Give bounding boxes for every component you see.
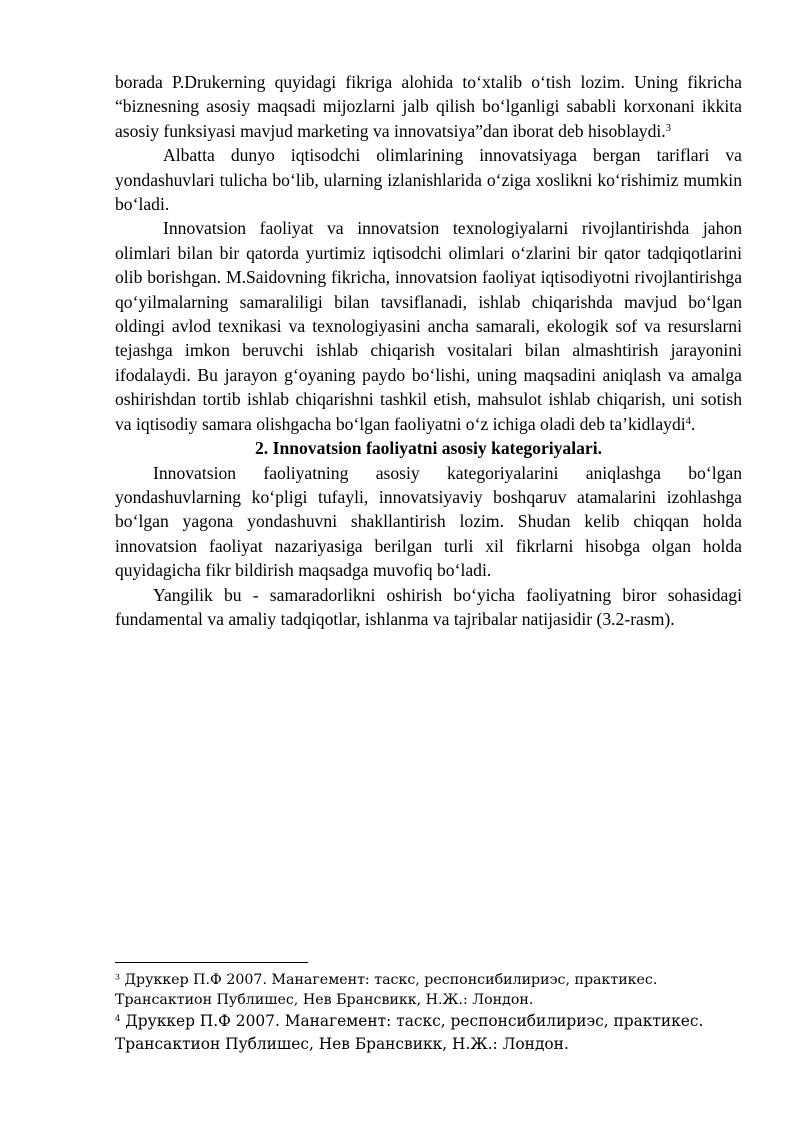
footnote-3: $^3$ Друккер П.Ф 2007. Манагемент: таскс, респонсибилириэс, практикес. Трансактион Публишес, Нев Брансвикк, Н.Ж.: Лондон. xyxy=(115,972,658,1008)
section-heading: 2. Innovatsion faoliyatni asosiy kategoriyalari. xyxy=(255,438,603,459)
footnote-ref-4[interactable]: 4 xyxy=(685,415,691,427)
paragraph-definitions: Albatta dunyo iqtisodchi olimlarining innovatsiyaga bergan tariflari va yondashuvlari tulicha boʻlib, ularning izlanishlarida oʻziga xoslikni koʻrishimiz mumkin boʻladi. xyxy=(115,145,742,215)
paragraph-categories: Innovatsion faoliyatning asosiy kategoriyalarini aniqlashga boʻlgan yondashuvlarning koʻpligi tufayli, innovatsiyaviy boshqaruv atamalarini izohlashga boʻlgan yagona yondashuvni shakllantirish lozim. Shudan kelib chiqqan holda innovatsion faoliyat nazariyasiga berilgan turli xil fikrlarni hisobga olgan holda quyidagicha fikr bildirish maqsadga muvofiq boʻladi. xyxy=(115,462,742,581)
paragraph-saidov: Innovatsion faoliyat va innovatsion texnologiyalarni rivojlantirishda jahon olimlari bilan bir qatorda yurtimiz iqtisodchi olimlari oʻzlarini bir qator tadqiqotlarini olib borishgan. M.Saidovning fikricha, innovatsion faoliyat iqtisodiyotni rivojlantirishga qoʻyilmalarning samaraliligi bilan tavsiflanadi, ishlab chiqarishda mavjud boʻlgan oldingi avlod texnikasi va texnologiyasini ancha samarali, ekologik sof va resurslarni tejashga imkon beruvchi ishlab chiqarish vositalari bilan almashtirish jarayonini ifodalaydi. Bu jarayon gʻoyaning paydo boʻlishi, uning maqsadini aniqlash va amalga oshirishdan tortib ishlab chiqarishni tashkil etish, mahsulot ishlab chiqarish, uni sotish va iqtisodiy samara olishgacha boʻlgan faoliyatni oʻz ichiga oladi deb taʼkidlaydi$^4$. xyxy=(115,218,742,434)
paragraph-novelty: Yangilik bu - samaradorlikni oshirish boʻyicha faoliyatning biror sohasidagi fundamental va amaliy tadqiqotlar, ishlanma va tajribalar natijasidir (3.2-rasm). xyxy=(115,584,742,629)
footnotes xyxy=(115,970,747,1056)
footnote-separator xyxy=(115,962,308,963)
footnote-ref-3[interactable]: 3 xyxy=(665,123,671,135)
paragraph-drucker: borada P.Drukerning quyidagi fikriga alohida toʻxtalib oʻtish lozim. Uning fikricha “biznesning asosiy maqsadi mijozlarni jalb qilish boʻlganligi sababli korxonani ikkita asosiy funksiyasi mavjud marketing va innovatsiya”dan iborat deb hisoblaydi.$^3$ xyxy=(115,72,742,141)
main-text xyxy=(115,70,742,631)
footnote-4: $^4$ Друккер П.Ф 2007. Манагемент: таскс, респонсибилириэс, практикес. Трансактион Публишес, Нев Брансвикк, Н.Ж.: Лондон. xyxy=(115,1012,704,1053)
